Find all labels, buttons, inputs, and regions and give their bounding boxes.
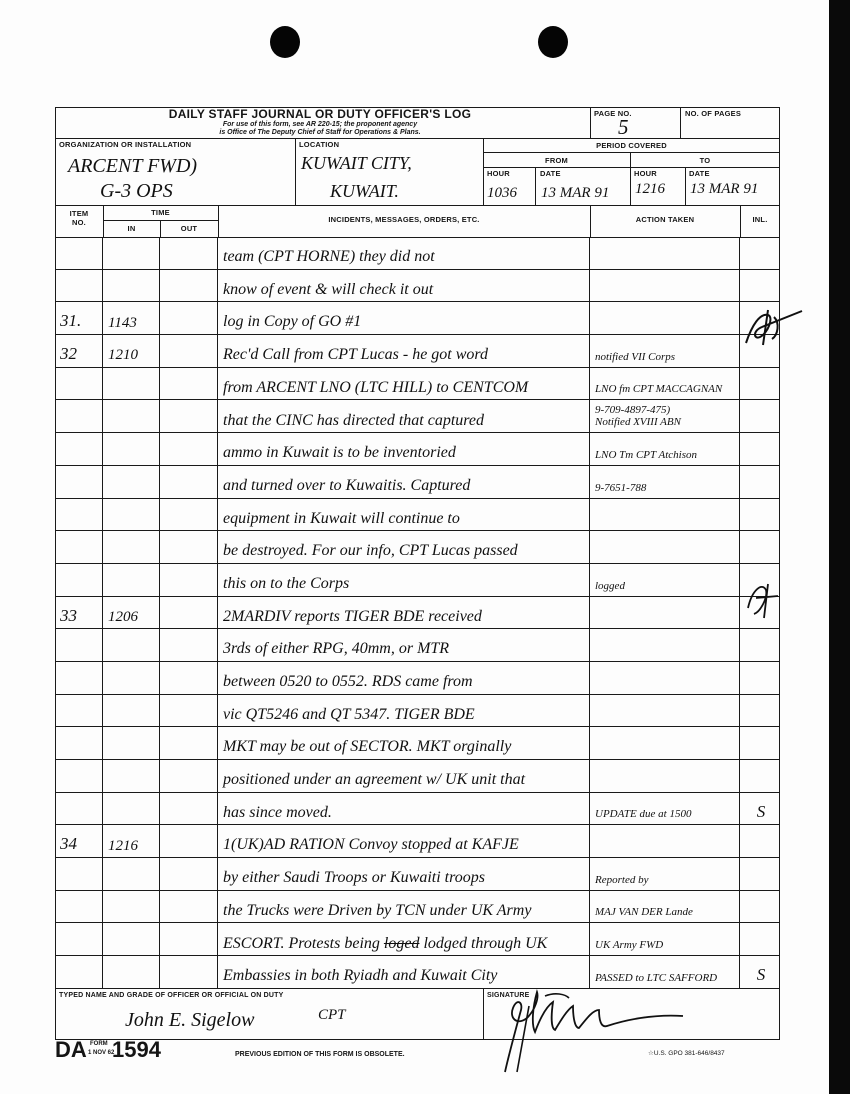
time-out-cell (160, 237, 218, 269)
time-in: 1143 (108, 314, 137, 331)
entry-text: know of event & will check it out (223, 280, 434, 298)
item-number-cell (55, 466, 103, 498)
entry-text: 3rds of either RPG, 40mm, or MTR (223, 640, 450, 658)
time-in: 1216 (108, 837, 138, 854)
time-out-cell (160, 727, 218, 759)
page-no-label: PAGE NO. (594, 109, 632, 118)
time-in-cell (103, 923, 160, 955)
action-taken-cell (590, 858, 740, 890)
action-taken: notified VII Corps (595, 350, 676, 363)
action-taken-cell (590, 825, 740, 857)
item-number-cell (55, 923, 103, 955)
initials-cell (740, 923, 780, 955)
journal-entries (55, 237, 780, 989)
form-title: DAILY STAFF JOURNAL OR DUTY OFFICER'S LOG (168, 107, 472, 121)
time-out-cell (160, 466, 218, 498)
action-taken: LNO fm CPT MACCAGNAN (595, 383, 723, 396)
initials-cell (740, 400, 780, 432)
initials-cell (740, 760, 780, 792)
organization-line-1: ARCENT FWD) (68, 155, 198, 177)
initials-cell (740, 662, 780, 694)
time-in-cell (103, 302, 160, 334)
action-taken: UPDATE due at 1500 (595, 808, 692, 821)
entry-text: be destroyed. For our info, CPT Lucas passed (223, 542, 518, 560)
item-number-cell (55, 760, 103, 792)
divider (685, 167, 686, 205)
item-number-cell (55, 629, 103, 661)
grade-value: CPT (318, 1007, 346, 1023)
entry-text-cell (218, 564, 590, 596)
from-date-value: 13 MAR 91 (541, 185, 610, 201)
time-in-cell (103, 433, 160, 465)
entry-text-cell (218, 335, 590, 367)
journal-row (55, 302, 780, 335)
action-taken: LNO Tm CPT Atchison (595, 448, 697, 461)
action-taken-cell (590, 499, 740, 531)
item-number-cell (55, 531, 103, 563)
form-subtitle-1: For use of this form, see AR 220-15; the proponent agency (222, 121, 418, 128)
time-out-cell (160, 793, 218, 825)
location-label: LOCATION (299, 140, 340, 149)
time-out-cell (160, 564, 218, 596)
journal-row (55, 400, 780, 433)
item-number-cell (55, 433, 103, 465)
time-out-cell (160, 368, 218, 400)
time-in-cell (103, 597, 160, 629)
entry-text-cell (218, 891, 590, 923)
entry-text: Rec'd Call from CPT Lucas - he got word (223, 346, 489, 364)
time-out-cell (160, 825, 218, 857)
action-taken: PASSED to LTC SAFFORD (595, 971, 718, 984)
item-number: 32 (60, 344, 77, 364)
entry-text: team (CPT HORNE) they did not (223, 248, 435, 266)
journal-row (55, 825, 780, 858)
initials-mark (742, 578, 782, 620)
time-in-cell (103, 335, 160, 367)
from-date-label: DATE (540, 169, 561, 178)
entry-text-cell (218, 466, 590, 498)
time-in-cell (103, 237, 160, 269)
item-number-cell (55, 858, 103, 890)
action-taken-cell (590, 727, 740, 759)
location-line-1: KUWAIT CITY, (301, 153, 412, 173)
time-in-cell (103, 270, 160, 302)
action-taken-cell (590, 793, 740, 825)
entry-text-cell (218, 531, 590, 563)
item-number: 33 (60, 605, 77, 625)
action-taken: MAJ VAN DER Lande (595, 906, 693, 919)
time-in-cell (103, 793, 160, 825)
divider (160, 220, 161, 237)
action-taken-cell (590, 531, 740, 563)
item-number-cell (55, 891, 103, 923)
divider (295, 138, 296, 205)
initials-cell (740, 466, 780, 498)
time-out-cell (160, 891, 218, 923)
item-number-cell (55, 597, 103, 629)
journal-row (55, 858, 780, 891)
divider (680, 107, 681, 138)
time-in-cell (103, 727, 160, 759)
action-taken-cell (590, 335, 740, 367)
time-out-cell (160, 531, 218, 563)
action-taken-cell (590, 368, 740, 400)
entry-text: this on to the Corps (223, 574, 350, 592)
time-in: 1206 (108, 608, 138, 625)
action-taken: Reported by (595, 873, 649, 886)
action-taken-cell (590, 662, 740, 694)
time-out-cell (160, 629, 218, 661)
journal-row (55, 335, 780, 368)
punch-hole-right (538, 26, 568, 58)
to-date-label: DATE (689, 169, 710, 178)
time-in-cell (103, 368, 160, 400)
entry-text: MKT may be out of SECTOR. MKT orginally (223, 738, 512, 756)
to-date-value: 13 MAR 91 (690, 181, 759, 197)
action-column-header: ACTION TAKEN (635, 215, 695, 224)
journal-row (55, 793, 780, 826)
entry-text: 2MARDIV reports TIGER BDE received (223, 607, 482, 625)
time-column-header: TIME (151, 208, 170, 217)
entry-text: ammo in Kuwait is to be inventoried (223, 444, 456, 462)
form-number: 1594 (112, 1037, 161, 1062)
entry-text-cell (218, 760, 590, 792)
entry-text-cell (218, 302, 590, 334)
action-taken-cell (590, 891, 740, 923)
action-taken: 9-7651-788 (595, 481, 647, 494)
item-number-cell (55, 302, 103, 334)
signature-label: SIGNATURE (487, 992, 530, 999)
from-hour-label: HOUR (487, 169, 510, 178)
entry-text: the Trucks were Driven by TCN under UK Army (223, 901, 532, 919)
journal-row (55, 662, 780, 695)
divider (55, 138, 780, 139)
initials-cell (740, 237, 780, 269)
divider (483, 167, 780, 168)
divider (590, 107, 591, 138)
initials: S (756, 801, 766, 821)
item-number-cell (55, 662, 103, 694)
scan-edge-bar (829, 0, 850, 1094)
typed-name-value: John E. Sigelow (125, 1009, 255, 1031)
time-in-cell (103, 695, 160, 727)
journal-row (55, 760, 780, 793)
form-date: 1 NOV 62 (88, 1050, 115, 1056)
time-in-cell (103, 499, 160, 531)
initials-cell (740, 891, 780, 923)
journal-row (55, 531, 780, 564)
entry-text: has since moved. (223, 803, 332, 821)
initials-column-header: INL. (752, 215, 768, 224)
organization-line-2: G-3 OPS (100, 180, 173, 202)
to-hour-value: 1216 (635, 181, 665, 197)
journal-row (55, 629, 780, 662)
time-out-header: OUT (180, 224, 198, 233)
initials-cell (740, 695, 780, 727)
item-number: 34 (60, 834, 77, 854)
entry-text-cell (218, 400, 590, 432)
punch-hole-left (270, 26, 300, 58)
time-in: 1210 (108, 347, 138, 364)
item-number-cell (55, 727, 103, 759)
time-out-cell (160, 335, 218, 367)
journal-row (55, 499, 780, 532)
time-in-cell (103, 400, 160, 432)
time-out-cell (160, 956, 218, 988)
initials-cell (740, 956, 780, 988)
time-in-cell (103, 629, 160, 661)
time-in-cell (103, 956, 160, 988)
journal-row (55, 466, 780, 499)
time-in-cell (103, 858, 160, 890)
time-out-cell (160, 270, 218, 302)
journal-row (55, 695, 780, 728)
item-number: 31. (60, 311, 82, 331)
time-out-cell (160, 433, 218, 465)
item-number-cell (55, 564, 103, 596)
entry-text-cell (218, 793, 590, 825)
entry-text-cell (218, 237, 590, 269)
gpo-code: ☆U.S. GPO 381-646/8437 (648, 1050, 725, 1057)
time-out-cell (160, 695, 218, 727)
entry-text: log in Copy of GO #1 (223, 313, 362, 331)
journal-row (55, 923, 780, 956)
divider (630, 152, 631, 205)
action-taken-cell (590, 760, 740, 792)
entry-text: 1(UK)AD RATION Convoy stopped at KAFJE (223, 836, 519, 854)
item-number-cell (55, 825, 103, 857)
entry-text-cell (218, 923, 590, 955)
item-number-cell (55, 793, 103, 825)
time-in-cell (103, 891, 160, 923)
entry-text-cell (218, 597, 590, 629)
initials-cell (740, 270, 780, 302)
divider (483, 152, 780, 153)
obsolete-notice: PREVIOUS EDITION OF THIS FORM IS OBSOLETE. (235, 1051, 405, 1058)
time-in-cell (103, 466, 160, 498)
item-number-cell (55, 368, 103, 400)
organization-label: ORGANIZATION OR INSTALLATION (59, 140, 192, 149)
entry-text: and turned over to Kuwaitis. Captured (223, 476, 471, 494)
struck-word: loged (383, 934, 420, 952)
divider (535, 167, 536, 205)
journal-row (55, 368, 780, 401)
time-out-cell (160, 499, 218, 531)
item-number-cell (55, 270, 103, 302)
initials-cell (740, 629, 780, 661)
initials-cell (740, 433, 780, 465)
entry-text: vic QT5246 and QT 5347. TIGER BDE (223, 705, 475, 723)
from-hour-value: 1036 (487, 185, 517, 201)
journal-row (55, 237, 780, 270)
journal-row (55, 270, 780, 303)
action-taken: UK Army FWD (595, 939, 664, 952)
entry-text: equipment in Kuwait will continue to (223, 509, 460, 527)
action-taken-cell (590, 695, 740, 727)
entry-text-cell (218, 727, 590, 759)
initials: S (756, 965, 766, 985)
entry-text: from ARCENT LNO (LTC HILL) to CENTCOM (223, 378, 529, 396)
initials-cell (740, 825, 780, 857)
to-label: TO (699, 156, 711, 165)
divider (740, 205, 741, 237)
action-taken-cell (590, 237, 740, 269)
time-out-cell (160, 858, 218, 890)
time-in-cell (103, 662, 160, 694)
form-da-label: DA (55, 1037, 87, 1062)
initials-cell (740, 793, 780, 825)
initials-cell (740, 499, 780, 531)
divider (218, 205, 219, 237)
action-taken-cell (590, 400, 740, 432)
action-taken-cell (590, 564, 740, 596)
page-no-value: 5 (618, 115, 629, 139)
entry-text: ESCORT. Protests being loged lodged through UK (223, 934, 548, 952)
divider (483, 989, 484, 1040)
item-number-cell (55, 335, 103, 367)
action-taken-cell (590, 923, 740, 955)
entry-text: that the CINC has directed that captured (223, 411, 485, 429)
time-out-cell (160, 302, 218, 334)
to-hour-label: HOUR (634, 169, 657, 178)
entry-text-cell (218, 499, 590, 531)
action-taken-cell (590, 466, 740, 498)
initials-cell (740, 858, 780, 890)
initials-cell (740, 531, 780, 563)
item-number-cell (55, 237, 103, 269)
no-of-pages-label: NO. OF PAGES (685, 109, 742, 118)
entry-text-cell (218, 825, 590, 857)
entry-text: Embassies in both Ryiadh and Kuwait City (223, 967, 498, 985)
journal-row (55, 891, 780, 924)
initials-cell (740, 727, 780, 759)
time-in-cell (103, 760, 160, 792)
entry-text-cell (218, 858, 590, 890)
journal-row (55, 597, 780, 630)
entry-text-cell (218, 270, 590, 302)
entry-text: by either Saudi Troops or Kuwaiti troops (223, 869, 485, 887)
entry-text: positioned under an agreement w/ UK unit that (223, 771, 526, 789)
action-taken-cell (590, 302, 740, 334)
entry-text-cell (218, 368, 590, 400)
item-number-cell (55, 400, 103, 432)
signature (495, 984, 695, 1074)
time-out-cell (160, 923, 218, 955)
time-in-cell (103, 531, 160, 563)
time-in-cell (103, 564, 160, 596)
action-taken: 9-709-4897-475) Notified XVIII ABN (595, 404, 681, 429)
time-out-cell (160, 597, 218, 629)
time-out-cell (160, 760, 218, 792)
item-number-cell (55, 956, 103, 988)
action-taken-cell (590, 433, 740, 465)
action-taken-cell (590, 270, 740, 302)
entry-text-cell (218, 695, 590, 727)
journal-row (55, 564, 780, 597)
entry-text-cell (218, 662, 590, 694)
journal-row (55, 727, 780, 760)
form-subtitle-2: is Office of The Deputy Chief of Staff for Operations & Plans. (219, 129, 421, 136)
period-covered-label: PERIOD COVERED (596, 141, 667, 150)
action-taken-cell (590, 597, 740, 629)
incidents-column-header: INCIDENTS, MESSAGES, ORDERS, ETC. (328, 215, 480, 224)
time-in-cell (103, 825, 160, 857)
entry-text: between 0520 to 0552. RDS came from (223, 673, 473, 691)
time-in-header: IN (127, 224, 136, 233)
divider (103, 205, 104, 237)
entry-text-cell (218, 629, 590, 661)
initials-mark (738, 305, 804, 349)
action-taken-cell (590, 629, 740, 661)
journal-row (55, 433, 780, 466)
time-out-cell (160, 662, 218, 694)
item-number-cell (55, 695, 103, 727)
action-taken: logged (595, 579, 625, 592)
item-number-cell (55, 499, 103, 531)
form-word: FORM (90, 1041, 108, 1047)
item-column-header: ITEM (69, 209, 89, 218)
item-column-header-no: NO. (72, 218, 86, 227)
typed-name-label: TYPED NAME AND GRADE OF OFFICER OR OFFICIAL ON DUTY (59, 992, 284, 999)
from-label: FROM (545, 156, 568, 165)
divider (55, 205, 780, 206)
initials-cell (740, 368, 780, 400)
time-out-cell (160, 400, 218, 432)
divider (590, 205, 591, 237)
entry-text-cell (218, 433, 590, 465)
location-line-2: KUWAIT. (330, 181, 399, 201)
